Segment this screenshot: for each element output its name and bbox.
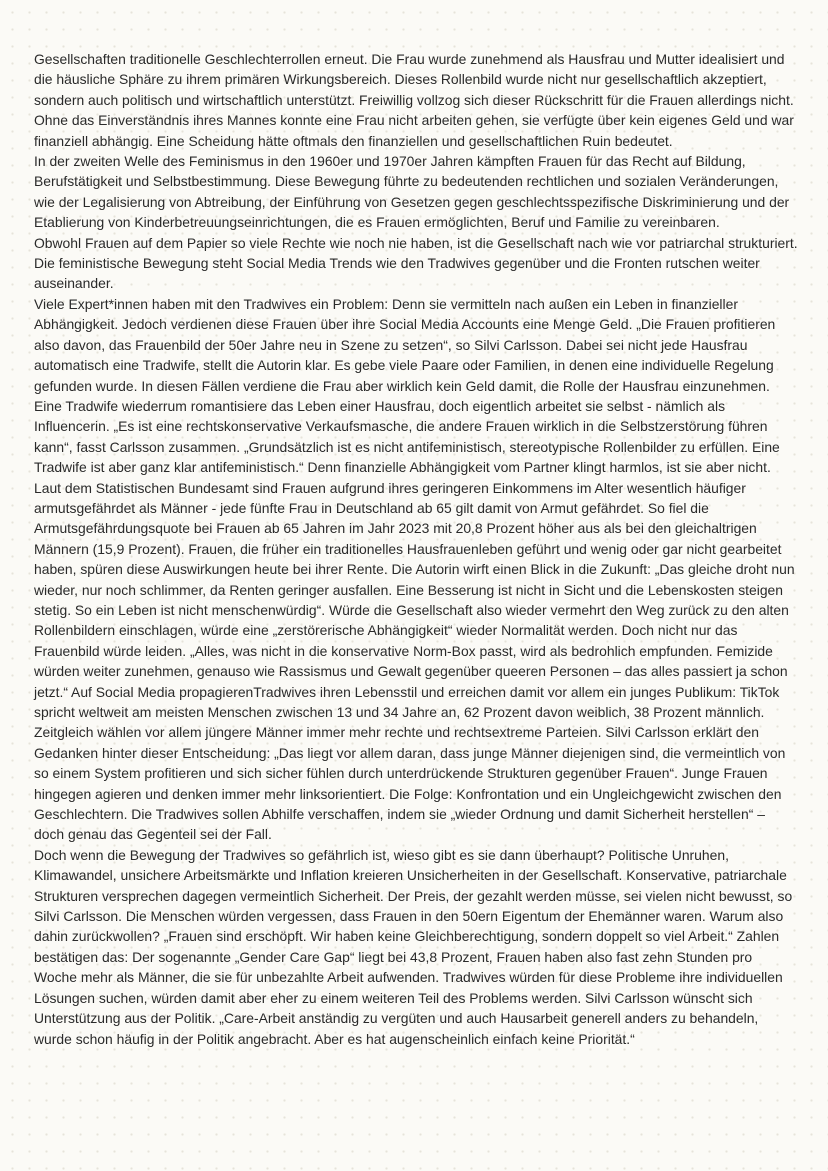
paragraph-traditional-roles: Gesellschaften traditionelle Geschlechterrollen erneut. Die Frau wurde zunehmend als Hausfrau und Mutter idealisiert und die häusliche Sphäre zu ihrem primären Wirkungsbereich. Dieses Rollenbild wurde nicht nur gesellschaftlich akzeptiert, sondern auch politisch und wirtschaftlich unterstützt. Freiwillig vollzog sich dieser Rückschritt für die Frauen allerdings nicht. Ohne das Einverständnis ihres Mannes konnte eine Frau nicht arbeiten gehen, sie verfügte über kein eigenes Geld und war finanziell abhängig. Eine Scheidung hätte oftmals den finanziellen und gesellschaftlichen Ruin bedeutet. [34, 51, 794, 149]
article-body [34, 49, 798, 1049]
paragraph-second-wave-feminism: In der zweiten Welle des Feminismus in den 1960er und 1970er Jahren kämpften Frauen für das Recht auf Bildung, Berufstätigkeit und Selbstbestimmung. Diese Bewegung führte zu bedeutenden rechtlichen und sozialen Veränderungen, wie der Legalisierung von Abtreibung, der Einführung von Gesetzen gegen geschlechtsspezifische Diskriminierung und der Etablierung von Kinderbetreuungseinrichtungen, die es Frauen ermöglichten, Beruf und Familie zu vereinbaren. [34, 153, 790, 231]
paragraph-patriarchal-society: Obwohl Frauen auf dem Papier so viele Rechte wie noch nie haben, ist die Gesellschaft nach wie vor patriarchal strukturiert. Die feministische Bewegung steht Social Media Trends wie den Tradwives gegenüber und die Fronten rutschen weiter auseinander. [34, 234, 798, 292]
paragraph-why-tradwives-exist: Doch wenn die Bewegung der Tradwives so gefährlich ist, wieso gibt es sie dann überhaupt? Politische Unruhen, Klimawandel, unsichere Arbeitsmärkte und Inflation kreieren Unsicherheiten in der Gesellschaft. Konservative, patriarchale Strukturen versprechen dagegen vermeintlich Sicherheit. Der Preis, der gezahlt werden müsse, sei vielen nicht bewusst, so Silvi Carlsson. Die Menschen würden vergessen, dass Frauen in den 50ern Eigentum der Ehemänner waren. Warum also dahin zurückwollen? „Frauen sind erschöpft. Wir haben keine Gleichberechtigung, sondern doppelt so viel Arbeit.“ Zahlen bestätigen das: Der sogenannte „Gender Care Gap“ liegt bei 43,8 Prozent, Frauen haben also fast zehn Stunden pro Woche mehr als Männer, die sie für unbezahlte Arbeit aufwenden. Tradwives würden für diese Probleme ihre individuellen Lösungen suchen, würden damit aber eher zu einem weiteren Teil des Problems werden. Silvi Carlsson wünscht sich Unterstützung aus der Politik. „Care-Arbeit anständig zu vergüten und auch Hausarbeit generell anders zu behandeln, wurde schon häufig in der Politik angebracht. Aber es hat augenscheinlich einfach keine Priorität.“ [34, 846, 793, 1047]
paragraph-expert-criticism: Viele Expert*innen haben mit den Tradwives ein Problem: Denn sie vermitteln nach außen ein Leben in finanzieller Abhängigkeit. Jedoch verdienen diese Frauen über ihre Social Media Accounts eine Menge Geld. „Die Frauen profitieren also davon, das Frauenbild der 50er Jahre neu in Szene zu setzen“, so Silvi Carlsson. Dabei sei nicht jede Hausfrau automatisch eine Tradwife, stellt die Autorin klar. Es gebe viele Paare oder Familien, in denen eine individuelle Regelung gefunden wurde. In diesen Fällen verdiene die Frau aber wirklich kein Geld damit, die Rolle der Hausfrau einzunehmen. Eine Tradwife wiederrum romantisiere das Leben einer Hausfrau, doch eigentlich arbeitet sie selbst - nämlich als Influencerin. „Es ist eine rechtskonservative Verkaufsmasche, die andere Frauen wirklich in die Selbstzerstörung führen kann“, fasst Carlsson zusammen. „Grundsätzlich ist es nicht antifeministisch, stereotypische Rollenbilder zu erfüllen. Eine Tradwife ist aber ganz klar antifeministisch.“ Denn finanzielle Abhängigkeit vom Partner klingt harmlos, ist sie aber nicht. Laut dem Statistischen Bundesamt sind Frauen aufgrund ihres geringeren Einkommens im Alter wesentlich häufiger armutsgefährdet als Männer - jede fünfte Frau in Deutschland ab 65 gilt damit von Armut gefährdet. So fiel die Armutsgefährdungsquote bei Frauen ab 65 Jahren im Jahr 2023 mit 20,8 Prozent höher aus als bei den gleichaltrigen Männern (15,9 Prozent). Frauen, die früher ein traditionelles Hausfrauenleben geführt und wenig oder gar nicht gearbeitet haben, spüren diese Auswirkungen heute bei ihrer Rente. Die Autorin wirft einen Blick in die Zukunft: „Das gleiche droht nun wieder, nur noch schlimmer, da Renten geringer ausfallen. Eine Besserung ist nicht in Sicht und die Lebenskosten steigen stetig. So ein Leben ist nicht menschenwürdig“. Würde die Gesellschaft also wieder vermehrt den Weg zurück zu den alten Rollenbildern einschlagen, würde eine „zerstörerische Abhängigkeit“ wieder Normalität werden. Doch nicht nur das Frauenbild würde leiden. „Alles, was nicht in die konservative Norm-Box passt, wird als bedrohlich empfunden. Femizide würden weiter zunehmen, genauso wie Rassismus und Gewalt gegenüber queeren Personen – das alles passiert ja schon jetzt.“ Auf Social Media propagierenTradwives ihren Lebensstil und erreichen damit vor allem ein junges Publikum: TikTok spricht weltweit am meisten Menschen zwischen 13 und 34 Jahre an, 62 Prozent davon weiblich, 38 Prozent männlich. Zeitgleich wählen vor allem jüngere Männer immer mehr rechte und rechtsextreme Parteien. Silvi Carlsson erklärt den Gedanken hinter dieser Entscheidung: „Das liegt vor allem daran, dass junge Männer diejenigen sind, die vermeintlich von so einem System profitieren und sich sicher fühlen durch unterdrückende Strukturen gegenüber Frauen“. Junge Frauen hingegen agieren und denken immer mehr linksorientiert. Die Folge: Konfrontation und ein Ungleichgewicht zwischen den Geschlechtern. Die Tradwives sollen Abhilfe verschaffen, indem sie „wieder Ordnung und damit Sicherheit herstellen“ – doch genau das Gegenteil sei der Fall. [34, 295, 795, 843]
